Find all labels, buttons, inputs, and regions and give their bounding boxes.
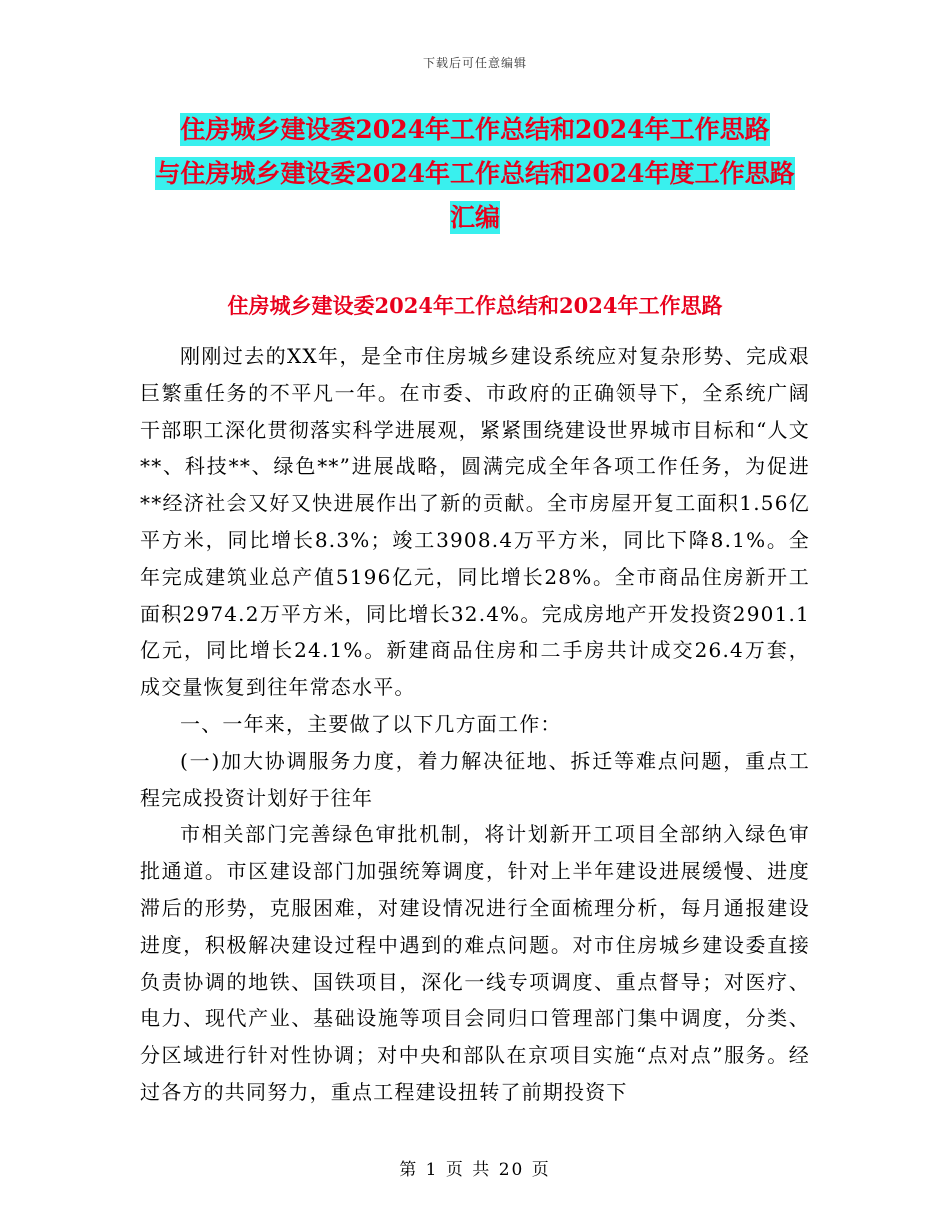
body-paragraph-detail-1: 市相关部门完善绿色审批机制，将计划新开工项目全部纳入绿色审批通道。市区建设部门加强统筹调度，针对上半年建设进展缓慢、进度滞后的形势，克服困难，对建设情况进行全面梳理分析，每月通报建设进度，积极解决建设过程中遇到的难点问题。对市住房城乡建设委直接负责协调的地铁、国铁项目，深化一线专项调度、重点督导；对医疗、电力、现代产业、基础设施等项目会同归口管理部门集中调度，分类、分区域进行针对性协调；对中央和部队在京项目实施“点对点”服务。经过各方的共同努力，重点工程建设扭转了前期投资下	[140, 822, 810, 1104]
title-line-1-text: 住房城乡建设委2024年工作总结和2024年工作思路	[180, 115, 770, 144]
body-paragraph-intro: 刚刚过去的XX年，是全市住房城乡建设系统应对复杂形势、完成艰巨繁重任务的不平凡一年。在市委、市政府的正确领导下，全系统广阔干部职工深化贯彻落实科学进展观，紧紧围绕建设世界城市目标和“人文**、科技**、绿色**”进展战略，圆满完成全年各项工作任务，为促进**经济社会又好又快进展作出了新的贡献。全市房屋开复工面积1.56亿平方米，同比增长8.3%；竣工3908.4万平方米，同比下降8.1%。全年完成建筑业总产值5196亿元，同比增长28%。全市商品住房新开工面积2974.2万平方米，同比增长32.4%。完成房地产开发投资2901.1亿元，同比增长24.1%。新建商品住房和二手房共计成交26.4万套，成交量恢复到往年常态水平。	[140, 344, 810, 700]
section-title: 住房城乡建设委2024年工作总结和2024年工作思路	[227, 293, 723, 318]
title-line-2	[140, 152, 810, 196]
title-line-2-text: 与住房城乡建设委2024年工作总结和2024年度工作思路	[155, 159, 795, 188]
document-title	[140, 108, 810, 240]
page-number: 第 1 页 共 20 页	[399, 1160, 551, 1180]
title-line-3	[140, 196, 810, 240]
header-note: 下载后可任意编辑	[422, 56, 527, 70]
title-line-3-text: 汇编	[449, 203, 500, 232]
document-body	[140, 338, 810, 1111]
body-paragraph-heading-1: 一、一年来，主要做了以下几方面工作：	[180, 711, 562, 736]
body-paragraph-subheading-1: (一)加大协调服务力度，着力解决征地、拆迁等难点问题，重点工程完成投资计划好于往年	[140, 748, 810, 810]
title-line-1	[140, 108, 810, 152]
